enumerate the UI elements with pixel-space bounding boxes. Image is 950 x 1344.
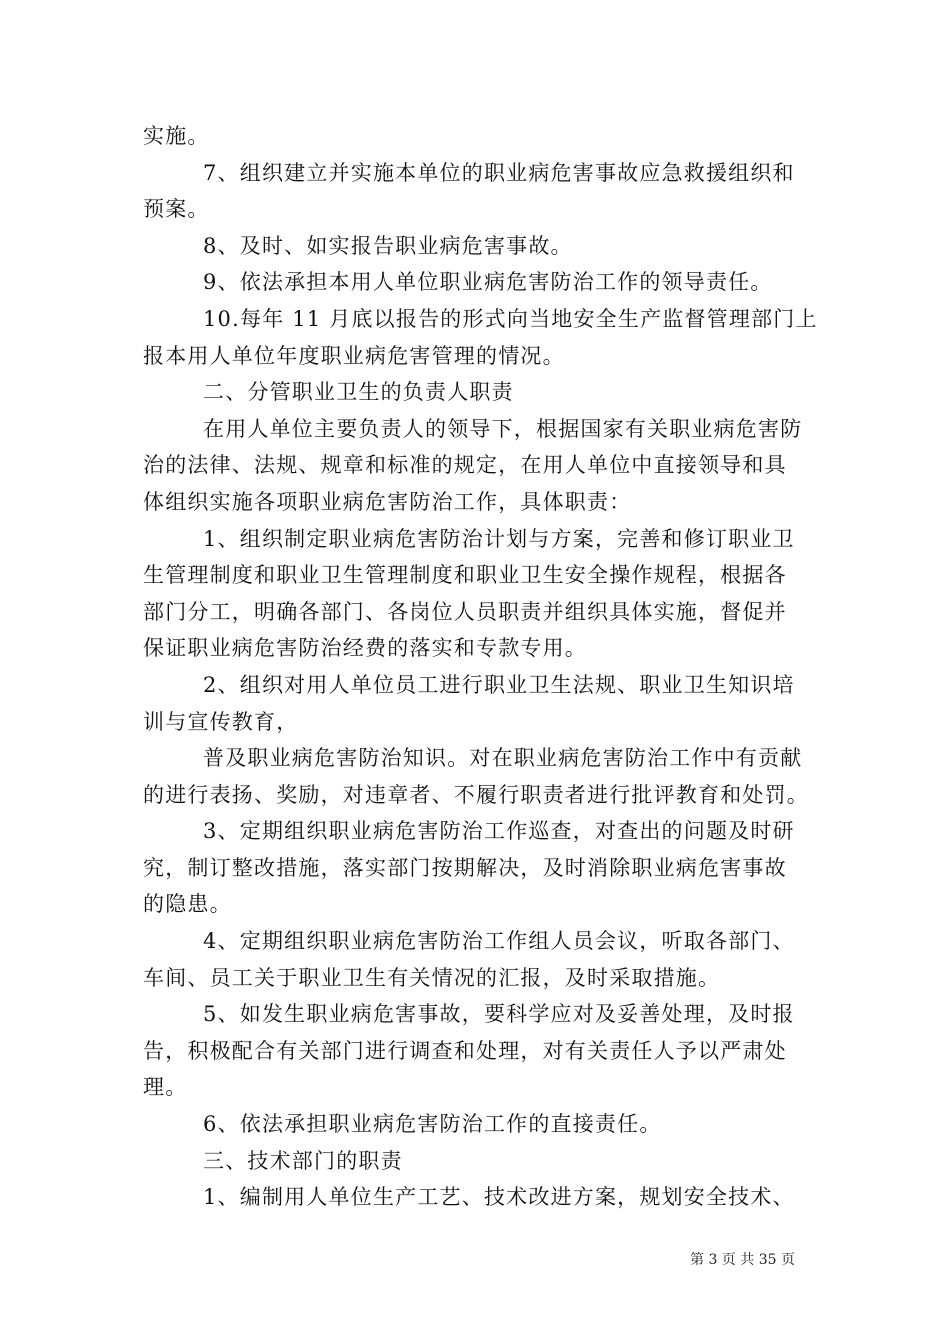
- text-line: 的进行表扬、奖励，对违章者、不履行职责者进行批评教育和处罚。: [143, 782, 809, 807]
- text-line: 1、组织制定职业病危害防治计划与方案，完善和修订职业卫: [203, 526, 795, 551]
- text-line: 理。: [143, 1075, 188, 1100]
- text-line: 车间、员工关于职业卫生有关情况的汇报，及时采取措施。: [143, 965, 721, 990]
- text-line: 治的法律、法规、规章和标准的规定，在用人单位中直接领导和具: [143, 453, 787, 478]
- text-line: 2、组织对用人单位员工进行职业卫生法规、职业卫生知识培: [203, 672, 795, 697]
- text-line: 5、如发生职业病危害事故，要科学应对及妥善处理，及时报: [203, 1002, 795, 1027]
- text-line: 实施。: [143, 124, 210, 148]
- text-line: 生管理制度和职业卫生管理制度和职业卫生安全操作规程，根据各: [143, 563, 787, 588]
- text-line: 报本用人单位年度职业病危害管理的情况。: [143, 343, 565, 368]
- text-line: 究，制订整改措施，落实部门按期解决，及时消除职业病危害事故: [143, 855, 787, 880]
- text-line: 在用人单位主要负责人的领导下，根据国家有关职业病危害防: [203, 416, 803, 441]
- text-line: 8、及时、如实报告职业病危害事故。: [203, 233, 573, 258]
- text-line: 4、定期组织职业病危害防治工作组人员会议，听取各部门、: [203, 929, 795, 954]
- section-heading: 二、分管职业卫生的负责人职责: [203, 380, 514, 405]
- text-line: 的隐患。: [143, 892, 232, 917]
- page-number: 第 3 页 共 35 页: [690, 1252, 795, 1268]
- document-body: [143, 118, 818, 1216]
- text-line: 3、定期组织职业病危害防治工作巡查，对查出的问题及时研: [203, 819, 795, 844]
- text-line: 6、依法承担职业病危害防治工作的直接责任。: [203, 1112, 662, 1137]
- text-line: 告，积极配合有关部门进行调查和处理，对有关责任人予以严肃处: [143, 1038, 787, 1063]
- text-line: 9、依法承担本用人单位职业病危害防治工作的领导责任。: [203, 270, 773, 295]
- text-line: 训与宣传教育，: [143, 709, 299, 734]
- text-line: 1、编制用人单位生产工艺、技术改进方案，规划安全技术、: [203, 1185, 795, 1210]
- text-line: 部门分工，明确各部门、各岗位人员职责并组织具体实施，督促并: [143, 599, 787, 624]
- text-line: 保证职业病危害防治经费的落实和专款专用。: [143, 636, 587, 661]
- text-line: 10.每年 11 月底以报告的形式向当地安全生产监督管理部门上: [203, 306, 818, 331]
- text-line: 预案。: [143, 197, 210, 222]
- text-line: 普及职业病危害防治知识。对在职业病危害防治工作中有贡献: [203, 746, 803, 771]
- text-line: 7、组织建立并实施本单位的职业病危害事故应急救援组织和: [203, 160, 795, 185]
- section-heading: 三、技术部门的职责: [203, 1148, 403, 1173]
- text-line: 体组织实施各项职业病危害防治工作，具体职责：: [143, 489, 632, 514]
